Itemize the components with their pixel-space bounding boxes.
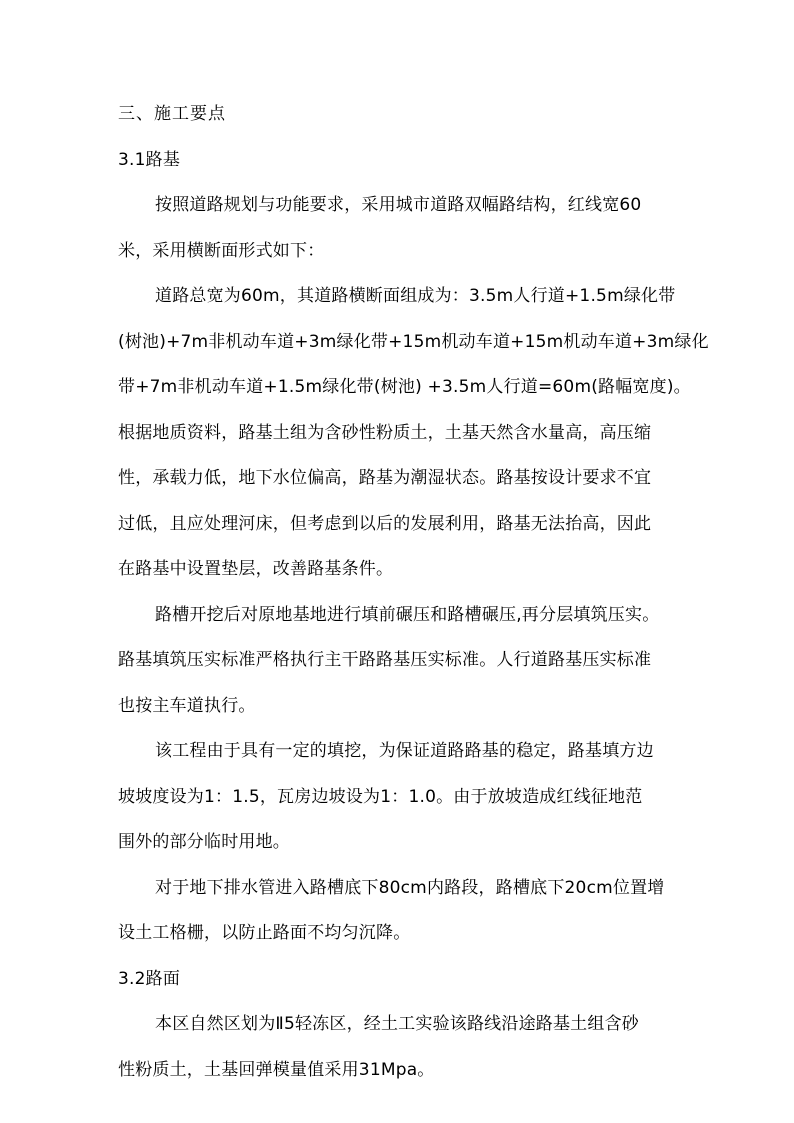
paragraph-line: 性，承载力低，地下水位偏高，路基为潮湿状态。路基按设计要求不宜 <box>118 468 652 488</box>
paragraph-line: 路槽开挖后对原地基地进行填前碾压和路槽碾压,再分层填筑压实。 <box>155 604 660 625</box>
paragraph-line: 本区自然区划为Ⅱ5轻冻区，经土工实验该路线沿途路基土组含砂 <box>155 1014 639 1034</box>
paragraph-line: 过低，且应处理河床，但考虑到以后的发展利用，路基无法抬高，因此 <box>118 513 652 534</box>
paragraph-line: 该工程由于具有一定的填挖，为保证道路路基的稳定，路基填方边 <box>155 741 654 761</box>
paragraph-line: 路基填筑压实标准严格执行主干路路基压实标准。人行道路基压实标准 <box>118 650 652 670</box>
subsection-heading-pavement: 3.2路面 <box>118 968 181 989</box>
subsection-heading-roadbed: 3.1路基 <box>118 149 181 170</box>
paragraph-line: 在路基中设置垫层，改善路基条件。 <box>118 559 394 579</box>
paragraph-line: 设土工格栅，以防止路面不均匀沉降。 <box>118 923 411 943</box>
paragraph-line: 也按主车道执行。 <box>118 695 256 716</box>
paragraph-line: 带+7m非机动车道+1.5m绿化带(树池) +3.5m人行道=60m(路幅宽度)。 <box>118 377 691 397</box>
document-page <box>118 92 709 1093</box>
section-heading: 三、施工要点 <box>118 104 226 124</box>
paragraph-line: 道路总宽为60m，其道路横断面组成为：3.5m人行道+1.5m绿化带 <box>155 286 676 306</box>
paragraph-line: 按照道路规划与功能要求，采用城市道路双幅路结构，红线宽60 <box>155 195 642 215</box>
paragraph-line: 坡坡度设为1：1.5，瓦房边坡设为1：1.0。由于放坡造成红线征地范 <box>118 786 643 807</box>
paragraph-line: 根据地质资料，路基土组为含砂性粉质土，土基天然含水量高，高压缩 <box>118 422 652 443</box>
paragraph-line: (树池)+7m非机动车道+3m绿化带+15m机动车道+15m机动车道+3m绿化 <box>118 331 709 352</box>
paragraph-line: 对于地下排水管进入路槽底下80cm内路段，路槽底下20cm位置增 <box>155 877 665 898</box>
paragraph-line: 性粉质土，土基回弹模量值采用31Mpa。 <box>118 1059 435 1080</box>
paragraph-line: 米，采用横断面形式如下： <box>118 240 325 261</box>
paragraph-line: 围外的部分临时用地。 <box>118 832 290 852</box>
